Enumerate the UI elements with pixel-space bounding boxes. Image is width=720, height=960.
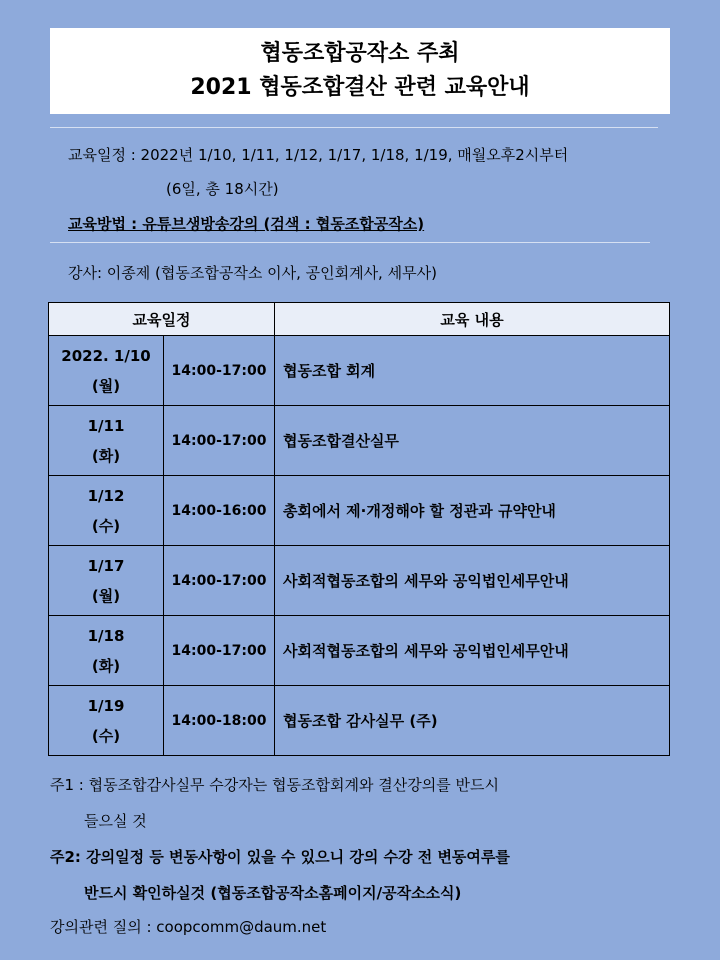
- divider-top: [50, 127, 658, 128]
- row-date-cell: [49, 406, 164, 476]
- row-date: 1/18: [87, 626, 125, 645]
- row-date: 1/17: [87, 556, 125, 575]
- table-row: [49, 686, 670, 756]
- note-2-line-2: 반드시 확인하실것 (협동조합공작소홈페이지/공작소소식): [84, 884, 462, 902]
- row-date: 1/12: [87, 486, 125, 505]
- note-1-line-1: 주1 : 협동조합감사실무 수강자는 협동조합회계와 결산강의를 반드시: [50, 776, 499, 794]
- row-day: (월): [91, 586, 121, 605]
- header-schedule: 교육일정: [49, 303, 275, 336]
- schedule-table: [48, 302, 670, 756]
- title-line-1: 협동조합공작소 주최: [260, 41, 460, 66]
- table-row: [49, 336, 670, 406]
- row-day: (수): [91, 516, 121, 535]
- row-day: (수): [91, 726, 121, 745]
- note-2-line-1: 주2: 강의일정 등 변동사항이 있을 수 있으니 강의 수강 전 변동여루를: [50, 848, 510, 866]
- row-date-cell: [49, 476, 164, 546]
- table-row: [49, 406, 670, 476]
- row-date-cell: [49, 616, 164, 686]
- schedule-line-1: 교육일정 : 2022년 1/10, 1/11, 1/12, 1/17, 1/18, 1/19, 매월오후2시부터: [68, 146, 569, 164]
- table-row: [49, 546, 670, 616]
- row-time: 14:00-17:00: [164, 546, 275, 616]
- row-date-cell: [49, 686, 164, 756]
- instructor-line: 강사: 이종제 (협동조합공작소 이사, 공인회계사, 세무사): [68, 264, 437, 282]
- row-date-cell: [49, 336, 164, 406]
- table-row: [49, 476, 670, 546]
- method-line: 교육방법 : 유튜브생방송강의 (검색 : 협동조합공작소): [68, 215, 425, 233]
- title-box: [50, 28, 670, 114]
- row-day: (화): [91, 446, 121, 465]
- row-content: 협동조합 회계: [275, 336, 670, 406]
- row-date: 1/19: [87, 696, 125, 715]
- row-content: 사회적협동조합의 세무와 공익법인세무안내: [275, 546, 670, 616]
- table-header-row: [49, 303, 670, 336]
- row-date: 2022. 1/10: [61, 346, 151, 365]
- divider-middle: [50, 242, 650, 243]
- row-time: 14:00-17:00: [164, 616, 275, 686]
- row-content: 협동조합 감사실무 (주): [275, 686, 670, 756]
- row-day: (월): [91, 376, 121, 395]
- row-date: 1/11: [87, 416, 125, 435]
- table-row: [49, 616, 670, 686]
- row-content: 협동조합결산실무: [275, 406, 670, 476]
- row-time: 14:00-17:00: [164, 336, 275, 406]
- schedule-line-2: (6일, 총 18시간): [166, 180, 279, 198]
- note-1-line-2: 들으실 것: [84, 812, 147, 830]
- row-content: 사회적협동조합의 세무와 공익법인세무안내: [275, 616, 670, 686]
- row-time: 14:00-16:00: [164, 476, 275, 546]
- row-day: (화): [91, 656, 121, 675]
- row-content: 총회에서 제·개정해야 할 정관과 규약안내: [275, 476, 670, 546]
- row-date-cell: [49, 546, 164, 616]
- row-time: 14:00-17:00: [164, 406, 275, 476]
- contact-line: 강의관련 질의 : coopcomm@daum.net: [50, 918, 327, 936]
- title-line-2: 2021 협동조합결산 관련 교육안내: [190, 75, 530, 100]
- header-content: 교육 내용: [275, 303, 670, 336]
- row-time: 14:00-18:00: [164, 686, 275, 756]
